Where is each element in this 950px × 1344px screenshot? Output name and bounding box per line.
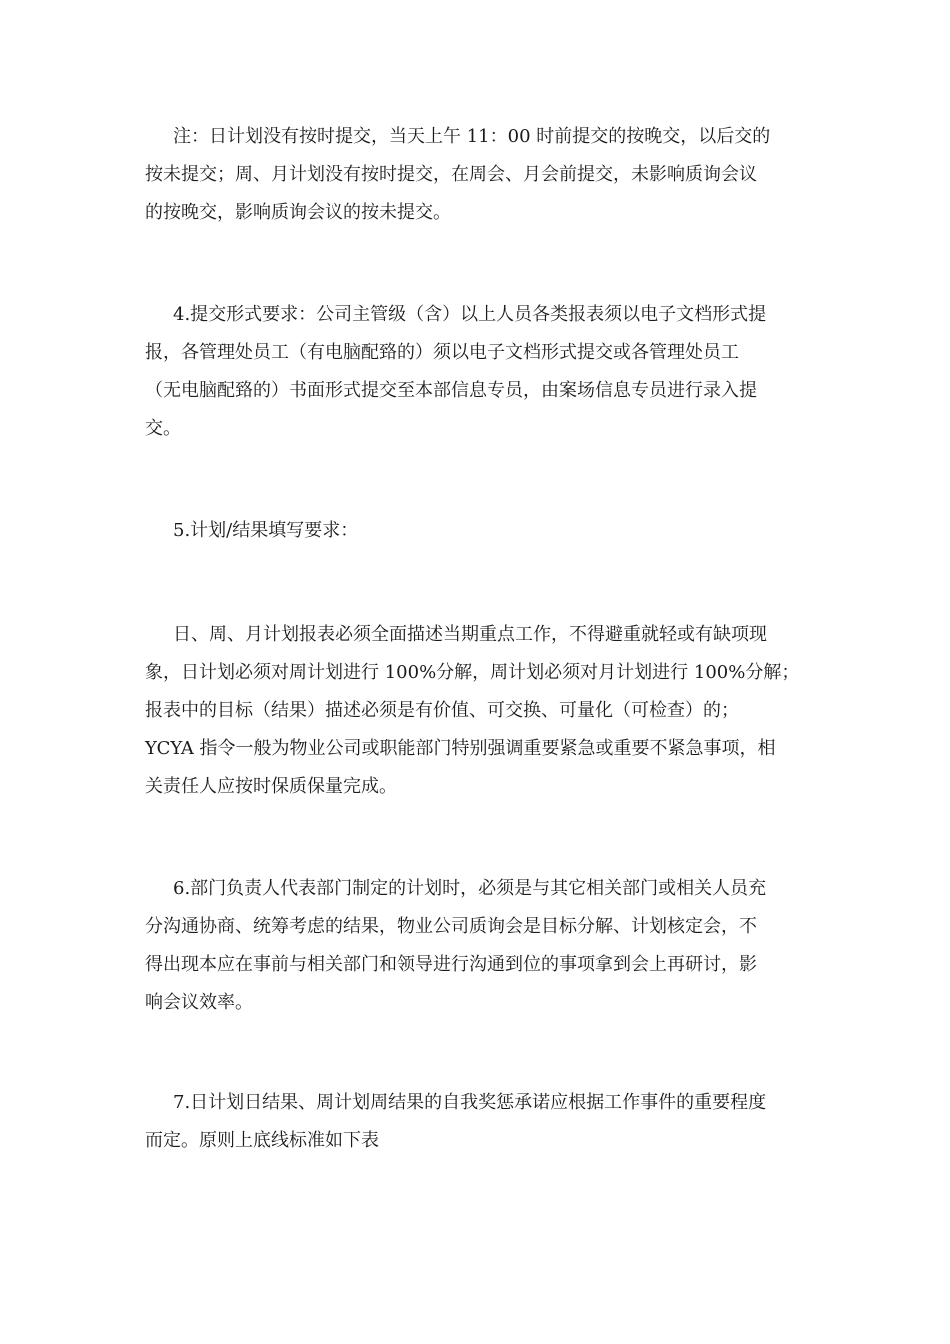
text-line: 关责任人应按时保质保量完成。 xyxy=(145,776,397,797)
text-line: 而定。原则上底线标准如下表 xyxy=(145,1130,379,1151)
text-line: （无电脑配臵的）书面形式提交至本部信息专员，由案场信息专员进行录入提 xyxy=(145,380,757,401)
text-line: 交。 xyxy=(145,418,181,439)
text-line: 7.日计划日结果、周计划周结果的自我奖惩承诺应根据工作事件的重要程度 xyxy=(173,1092,767,1113)
item-5-paragraph xyxy=(145,512,805,550)
plan-requirements-paragraph xyxy=(145,616,805,806)
text-line: 注：日计划没有按时提交，当天上午 11：00 时前提交的按晚交，以后交的 xyxy=(173,126,771,147)
text-line: 4.提交形式要求：公司主管级（含）以上人员各类报表须以电子文档形式提 xyxy=(173,304,767,325)
text-line: YCYA 指令一般为物业公司或职能部门特别强调重要紧急或重要不紧急事项，相 xyxy=(145,738,776,759)
text-line: 得出现本应在事前与相关部门和领导进行沟通到位的事项拿到会上再研讨，影 xyxy=(145,954,757,975)
text-line: 分沟通协商、统筹考虑的结果，物业公司质询会是目标分解、计划核定会，不 xyxy=(145,916,757,937)
text-line: 日、周、月计划报表必须全面描述当期重点工作，不得避重就轻或有缺项现 xyxy=(173,624,767,645)
text-line: 5.计划/结果填写要求： xyxy=(173,520,359,541)
item-6-paragraph xyxy=(145,870,805,1022)
text-line: 6.部门负责人代表部门制定的计划时，必须是与其它相关部门或相关人员充 xyxy=(173,878,767,899)
text-line: 象，日计划必须对周计划进行 100%分解，周计划必须对月计划进行 100%分解； xyxy=(145,662,800,683)
text-line: 响会议效率。 xyxy=(145,992,253,1013)
note-paragraph xyxy=(145,118,805,232)
item-7-paragraph xyxy=(145,1084,805,1160)
text-line: 报表中的目标（结果）描述必须是有价值、可交换、可量化（可检查）的； xyxy=(145,700,739,721)
text-line: 按未提交；周、月计划没有按时提交，在周会、月会前提交，未影响质询会议 xyxy=(145,164,757,185)
text-line: 的按晚交，影响质询会议的按未提交。 xyxy=(145,202,451,223)
text-line: 报，各管理处员工（有电脑配臵的）须以电子文档形式提交或各管理处员工 xyxy=(145,342,739,363)
item-4-paragraph xyxy=(145,296,805,448)
